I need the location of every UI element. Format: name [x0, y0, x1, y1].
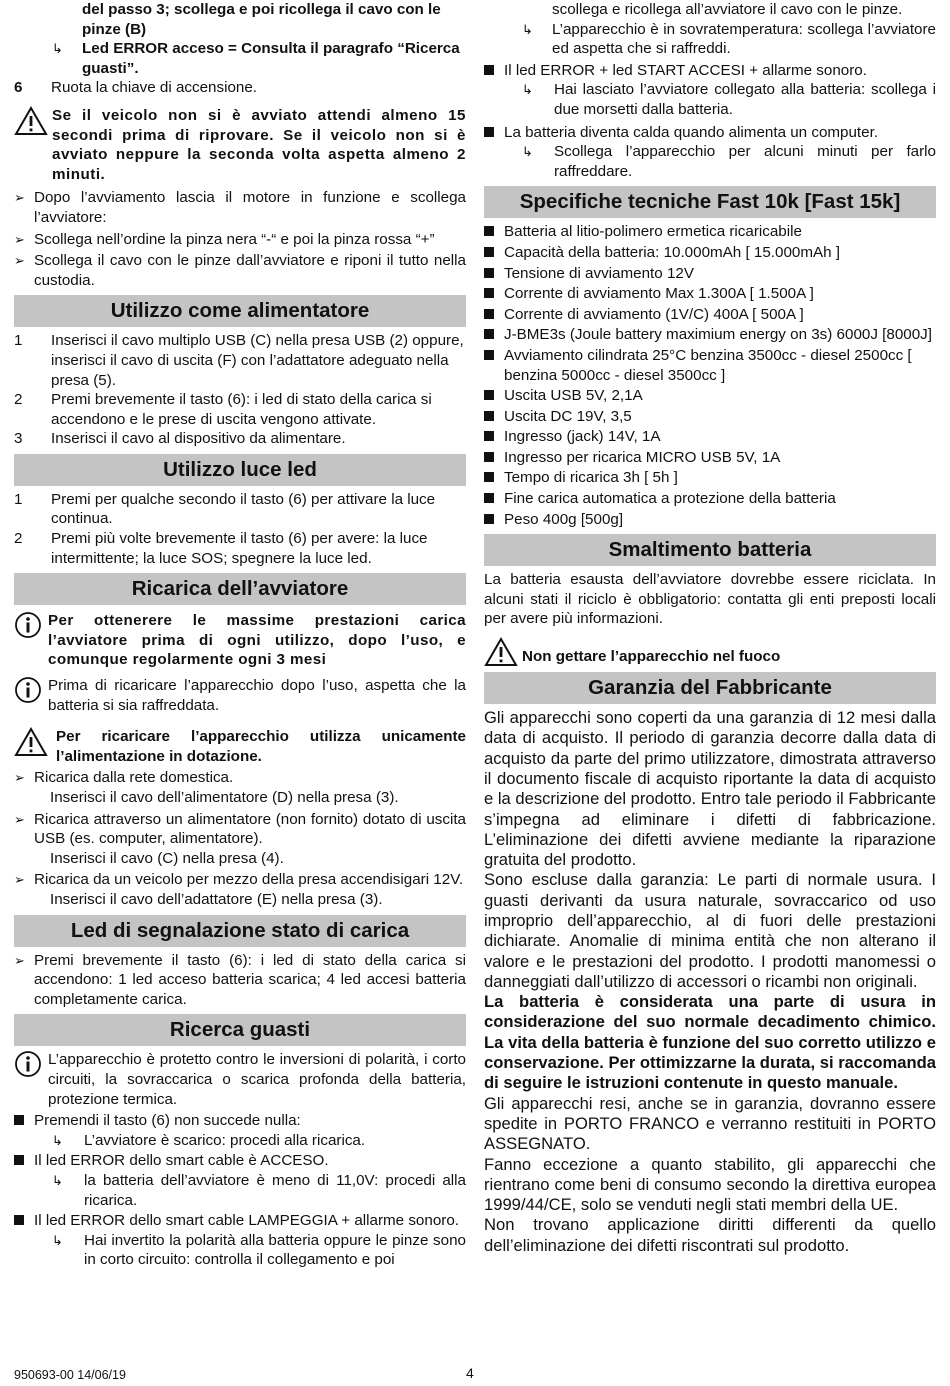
square-bullet-icon — [484, 284, 504, 304]
list-item: Premendi il tasto (6) non succede nulla: — [14, 1111, 466, 1131]
list-item: ➢ Scollega il cavo con le pinze dall’avviatore e riponi il tutto nella custodia. — [14, 252, 466, 289]
guasti-list — [14, 1111, 466, 1270]
warning-triangle-icon — [484, 637, 522, 667]
list-item: 1 Inserisci il cavo multiplo USB (C) nella presa USB (2) oppure, inserisci il cavo di uscita (F) con l’adattatore adeguato nella presa (5). — [14, 332, 464, 389]
section-heading-ricarica: Ricarica dell’avviatore — [14, 573, 466, 605]
step-number: 6 — [14, 79, 23, 97]
garanzia-paragraph: La batteria è considerata una parte di usura in considerazione del suo normale decadimento chimico. La vita della batteria è funzione del suo corretto utilizzo e conservazione. Per ottimizzarne la durata, si raccomanda di seguire le istruzioni contenute in questo manuale. — [484, 992, 936, 1093]
warning-alimentazione — [14, 727, 466, 766]
continuation-text: scollega e ricollega all’avviatore il cavo con le pinze. — [552, 1, 903, 18]
list-item: 2 Premi brevemente il tasto (6): i led di stato della carica si accendono e le prese di uscita vengono attivate. — [14, 391, 432, 428]
square-bullet-icon — [484, 123, 504, 143]
info-note — [14, 676, 466, 715]
arrow-bullet-icon: ➢ — [14, 253, 25, 269]
continuation-text: Led ERROR acceso = Consulta il paragrafo “Ricerca guasti”. — [82, 40, 460, 77]
garanzia-paragraph: Gli apparecchi resi, anche se in garanzia, dovranno essere spedite in PORTO FRANCO e verranno restituiti in PORTO ASSEGNATO. — [484, 1093, 936, 1154]
spec-item: Corrente di avviamento Max 1.300A [ 1.500A ] — [484, 284, 936, 304]
arrow-bullet-icon: ➢ — [14, 952, 25, 968]
list-item-instruction: Inserisci il cavo dell’adattatore (E) nella presa (3). — [50, 890, 383, 908]
garanzia-paragraph: Sono escluse dalla garanzia: Le parti di normale usura. I guasti derivanti da usura naturale, sovraccarico od uso improprio dell’apparecchio, al di fuori delle prestazioni dichiarate. Anomalie di minima entità che non alterano il valore e le prestazioni del prodotto. I prodotti manomessi o danneggiati dall’utilizzo di accessori o ricambi non originali. — [484, 870, 936, 991]
document-code: 950693-00 14/06/19 — [14, 1368, 126, 1382]
info-circle-icon — [14, 676, 48, 715]
luce-steps — [14, 490, 466, 568]
section-heading-alimentatore: Utilizzo come alimentatore — [14, 295, 466, 327]
alimentatore-steps — [14, 331, 466, 449]
square-bullet-icon — [484, 386, 504, 406]
info-circle-icon — [14, 1050, 48, 1109]
info-circle-icon — [14, 611, 48, 670]
section-heading-garanzia: Garanzia del Fabbricante — [484, 672, 936, 704]
square-bullet-icon — [484, 468, 504, 488]
info-text: Prima di ricaricare l’apparecchio dopo l’uso, aspetta che la batteria si sia raffreddata. — [48, 677, 466, 714]
list-item: Il led ERROR dello smart cable LAMPEGGIA + allarme sonoro. — [14, 1211, 466, 1231]
list-item: Il led ERROR + led START ACCESI + allarme sonoro. — [484, 61, 936, 81]
square-bullet-icon — [484, 407, 504, 427]
square-bullet-icon — [484, 61, 504, 81]
square-bullet-icon — [484, 264, 504, 284]
continuation-text: del passo 3; scollega e poi ricollega il cavo con le pinze (B) — [82, 1, 441, 38]
spec-item: Tensione di avviamento 12V — [484, 264, 936, 284]
list-item: ➢ Premi brevemente il tasto (6): i led di stato della carica si accendono: 1 led acceso batteria scarica; 4 led accesi batteria completamente carica. — [14, 951, 466, 1008]
spec-item: Uscita DC 19V, 3,5 — [484, 407, 936, 427]
list-item: 3 Inserisci il cavo al dispositivo da alimentare. — [14, 430, 346, 448]
list-item: Il led ERROR dello smart cable è ACCESO. — [14, 1151, 466, 1171]
square-bullet-icon — [14, 1211, 34, 1231]
list-item: ➢ Ricarica attraverso un alimentatore (non fornito) dotato di uscita USB (es. computer, alimentatore). — [14, 810, 466, 848]
square-bullet-icon — [484, 427, 504, 447]
hook-arrow-icon: ↳ — [522, 21, 533, 37]
info-text: Per ottenerere le massime prestazioni carica l’avviatore prima di ogni utilizzo, dopo l’uso, e comunque regolarmente ogni 3 mesi — [48, 612, 466, 669]
hook-arrow-icon: ↳ — [52, 41, 63, 57]
hook-arrow-icon: ↳ — [522, 144, 533, 160]
spec-item: Tempo di ricarica 3h [ 5h ] — [484, 468, 936, 488]
list-item: La batteria diventa calda quando alimenta un computer. — [484, 123, 936, 143]
spec-item: Uscita USB 5V, 2,1A — [484, 386, 936, 406]
warning-text: Per ricaricare l’apparecchio utilizza unicamente l’alimentazione in dotazione. — [56, 728, 466, 765]
list-item-solution: ↳ la batteria dell’avviatore è meno di 11,0V: procedi alla ricarica. — [52, 1171, 466, 1209]
list-item: 2 Premi più volte brevemente il tasto (6) per avere: la luce intermittente; la luce SOS; spegnere la luce led. — [14, 530, 428, 567]
list-item-instruction: Inserisci il cavo dell’alimentatore (D) nella presa (3). — [50, 789, 399, 806]
square-bullet-icon — [14, 1111, 34, 1131]
arrow-bullet-icon: ➢ — [14, 872, 25, 888]
ricarica-list — [14, 768, 466, 909]
square-bullet-icon — [484, 489, 504, 509]
section-heading-guasti: Ricerca guasti — [14, 1014, 466, 1046]
info-text: L’apparecchio è protetto contro le inversioni di polarità, i corto circuiti, la sovraccarica o scarica profonda della batteria, protezione termica. — [48, 1051, 466, 1108]
continuation-block — [484, 0, 936, 59]
garanzia-paragraph: Non trovano applicazione diritti differenti da quello dell’eliminazione dei difetti riscontrati sul prodotto. — [484, 1215, 936, 1255]
section-heading-led: Led di segnalazione stato di carica — [14, 915, 466, 947]
page-number: 4 — [466, 1365, 474, 1381]
list-item: ➢ Dopo l’avviamento lascia il motore in funzione e scollega l’avviatore: — [14, 189, 466, 226]
garanzia-body — [484, 708, 936, 1256]
spec-item: Batteria al litio-polimero ermetica ricaricabile — [484, 222, 936, 242]
smaltimento-text: La batteria esausta dell’avviatore dovrebbe essere riciclata. In alcuni stati il riciclo è obbligatorio: contatta gli enti preposti locali per avere più informazioni. — [484, 571, 936, 628]
section-heading-luce: Utilizzo luce led — [14, 454, 466, 486]
continuation-block — [14, 0, 466, 78]
list-item-instruction: Inserisci il cavo (C) nella presa (4). — [50, 849, 284, 867]
left-column — [14, 0, 466, 1270]
spec-item: Fine carica automatica a protezione della batteria — [484, 489, 936, 509]
square-bullet-icon — [14, 1151, 34, 1171]
square-bullet-icon — [484, 305, 504, 325]
warning-fuoco — [484, 637, 936, 667]
arrow-bullet-icon: ➢ — [14, 231, 25, 247]
arrow-bullet-icon: ➢ — [14, 811, 25, 827]
square-bullet-icon — [484, 243, 504, 263]
list-item-solution: ↳ Hai lasciato l’avviatore collegato alla batteria: scollega i due morsetti dalla batteria. — [522, 81, 936, 118]
warning-triangle-icon — [14, 106, 52, 184]
square-bullet-icon — [484, 325, 504, 345]
list-item: ➢ Ricarica da un veicolo per mezzo della presa accendisigari 12V. — [14, 871, 464, 889]
spec-item: Capacità della batteria: 10.000mAh [ 15.000mAh ] — [484, 243, 936, 263]
list-item: ➢ Scollega nell’ordine la pinza nera “-“ e poi la pinza rossa “+” — [14, 230, 435, 248]
spec-item: J-BME3s (Joule battery maximium energy on 3s) 6000J [8000J] — [484, 325, 936, 345]
step-6 — [14, 78, 466, 98]
list-item-solution: ↳ L’avviatore è scarico: procedi alla ricarica. — [52, 1131, 366, 1149]
continuation-text: L’apparecchio è in sovratemperatura: scollega l’avviatore ed aspetta che si raffreddi. — [552, 20, 936, 58]
spec-item: Ingresso (jack) 14V, 1A — [484, 427, 936, 447]
warning-text: Se il veicolo non si è avviato attendi almeno 15 secondi prima di riprovare. Se il veicolo non si è avviato neppure la seconda volta aspetta almeno 2 minuti. — [52, 106, 466, 183]
garanzia-paragraph: Gli apparecchi sono coperti da una garanzia di 12 mesi dalla data di acquisto. Il periodo di garanzia decorre dalla data di acquisto da parte del primo utilizzatore, dimostrata attraverso il documento fiscale di acquisto riportante la data di acquisto e la descrizione del prodotto. Entro tale periodo il Fabbricante s’impegna ad eliminare i difetti di fabbricazione. L’eliminazione dei difetti avviene mediante la riparazione gratuita del prodotto. — [484, 708, 936, 870]
spec-item: Corrente di avviamento (1V/C) 400A [ 500A ] — [484, 305, 936, 325]
spec-item: Peso 400g [500g] — [484, 510, 936, 530]
square-bullet-icon — [484, 448, 504, 468]
info-note — [14, 611, 466, 670]
list-item-solution: ↳ Hai invertito la polarità alla batteria oppure le pinze sono in corto circuito: controlla il collegamento e poi — [52, 1231, 466, 1269]
list-item-solution: ↳ Scollega l’apparecchio per alcuni minuti per farlo raffreddare. — [522, 143, 936, 180]
specs-list — [484, 222, 936, 529]
hook-arrow-icon: ↳ — [52, 1232, 63, 1248]
arrow-bullet-icon: ➢ — [14, 770, 25, 786]
spec-item: Avviamento cilindrata 25°C benzina 3500cc - diesel 2500cc [ benzina 5000cc - diesel 3500cc ] — [484, 346, 936, 385]
hook-arrow-icon: ↳ — [52, 1172, 63, 1188]
garanzia-paragraph: Fanno eccezione a quanto stabilito, gli apparecchi che rientrano come beni di consumo secondo la direttiva europea 1999/44/CE, solo se venduti negli stati membri della UE. — [484, 1154, 936, 1215]
right-column — [484, 0, 936, 1256]
spec-item: Ingresso per ricarica MICRO USB 5V, 1A — [484, 448, 936, 468]
section-heading-specs: Specifiche tecniche Fast 10k [Fast 15k] — [484, 186, 936, 218]
hook-arrow-icon: ↳ — [522, 82, 533, 98]
info-note — [14, 1050, 466, 1109]
step-text: Ruota la chiave di accensione. — [51, 79, 258, 97]
list-item: ➢ Ricarica dalla rete domestica. — [14, 769, 234, 787]
list-item: 1 Premi per qualche secondo il tasto (6) per attivare la luce continua. — [14, 490, 436, 528]
warning-triangle-icon — [14, 727, 56, 766]
section-heading-smaltimento: Smaltimento batteria — [484, 534, 936, 566]
warning-text: Non gettare l’apparecchio nel fuoco — [522, 648, 781, 666]
square-bullet-icon — [484, 510, 504, 530]
arrow-bullet-icon: ➢ — [14, 190, 25, 206]
after-start-list — [14, 188, 466, 290]
hook-arrow-icon: ↳ — [52, 1132, 63, 1148]
square-bullet-icon — [484, 222, 504, 242]
warning-restart — [14, 106, 466, 184]
square-bullet-icon — [484, 346, 504, 385]
